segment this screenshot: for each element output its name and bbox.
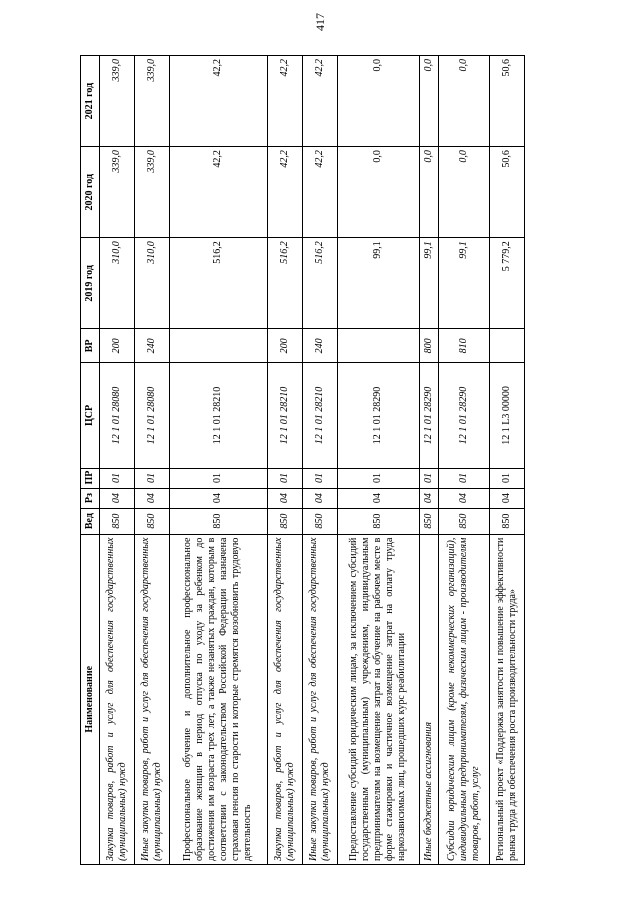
cell-2021: 339,0 [135, 56, 170, 147]
cell-rz: 04 [135, 488, 170, 508]
cell-2020: 339,0 [135, 147, 170, 238]
cell-vr: 800 [419, 329, 438, 363]
cell-ved: 850 [337, 508, 419, 534]
table-row [489, 56, 524, 865]
header-rz: Рз [81, 488, 100, 508]
cell-2020: 50,6 [489, 147, 524, 238]
cell-ved: 850 [135, 508, 170, 534]
cell-csr: 12 1 L3 00000 [489, 363, 524, 468]
cell-2019: 310,0 [135, 238, 170, 329]
header-pr: ПР [81, 468, 100, 488]
cell-2021: 42,2 [267, 56, 302, 147]
cell-rz: 04 [439, 488, 490, 508]
cell-rz: 04 [267, 488, 302, 508]
cell-ved: 850 [439, 508, 490, 534]
cell-ved: 850 [170, 508, 267, 534]
table-row [439, 56, 490, 865]
table-row [135, 56, 170, 865]
cell-csr: 12 1 01 28290 [337, 363, 419, 468]
cell-pr: 01 [337, 468, 419, 488]
header-2021: 2021 год [81, 56, 100, 147]
table-row [337, 56, 419, 865]
cell-ved: 850 [302, 508, 337, 534]
cell-pr: 01 [135, 468, 170, 488]
cell-name: Иные закупки товаров, работ и услуг для обеспечения государственных (муниципальных) нужд [302, 534, 337, 864]
cell-2020: 42,2 [170, 147, 267, 238]
cell-name: Закупка товаров, работ и услуг для обеспечения государственных (муниципальных) нужд [267, 534, 302, 864]
cell-ved: 850 [419, 508, 438, 534]
cell-csr: 12 1 01 28080 [100, 363, 135, 468]
cell-pr: 01 [489, 468, 524, 488]
cell-2021: 0,0 [337, 56, 419, 147]
cell-2020: 42,2 [302, 147, 337, 238]
cell-vr [170, 329, 267, 363]
cell-csr: 12 1 01 28290 [439, 363, 490, 468]
cell-pr: 01 [100, 468, 135, 488]
cell-rz: 04 [419, 488, 438, 508]
cell-pr: 01 [267, 468, 302, 488]
cell-vr: 240 [135, 329, 170, 363]
cell-2021: 339,0 [100, 56, 135, 147]
cell-ved: 850 [267, 508, 302, 534]
cell-2021: 0,0 [419, 56, 438, 147]
cell-vr [337, 329, 419, 363]
cell-2021: 0,0 [439, 56, 490, 147]
table-row [419, 56, 438, 865]
cell-2019: 5 779,2 [489, 238, 524, 329]
header-name: Наименование [81, 534, 100, 864]
header-ved: Вед [81, 508, 100, 534]
cell-2019: 99,1 [419, 238, 438, 329]
cell-ved: 850 [100, 508, 135, 534]
cell-rz: 04 [302, 488, 337, 508]
cell-ved: 850 [489, 508, 524, 534]
cell-name: Иные бюджетные ассигнования [419, 534, 438, 864]
cell-csr: 12 1 01 28210 [302, 363, 337, 468]
cell-csr: 12 1 01 28210 [170, 363, 267, 468]
cell-2021: 50,6 [489, 56, 524, 147]
cell-2019: 516,2 [267, 238, 302, 329]
cell-csr: 12 1 01 28290 [419, 363, 438, 468]
cell-name: Профессиональное обучение и дополнительное профессиональное образование женщин в период отпуска по уходу за ребенком до достижения им возраста трех лет, а также незанятых граждан, которым в соответствии с законодательством Российской Федерации назначена страховая пенсия по старости и которые стремятся возобновить трудовую деятельность [170, 534, 267, 864]
cell-rz: 04 [170, 488, 267, 508]
cell-vr: 240 [302, 329, 337, 363]
cell-vr: 810 [439, 329, 490, 363]
cell-name: Предоставление субсидий юридическим лицам, за исключением субсидий государственным (муниципальным) учреждениям, индивидуальным предпринимателям на возмещение затрат на обучение на рабочем месте в форме стажировки и частичное возмещение затрат на оплату труда наркозависимых лиц, прошедших курс реабилитации [337, 534, 419, 864]
table-header-row [81, 56, 100, 865]
cell-vr [489, 329, 524, 363]
rotated-page-area [80, 55, 525, 865]
header-csr: ЦСР [81, 363, 100, 468]
table-row [267, 56, 302, 865]
header-2020: 2020 год [81, 147, 100, 238]
budget-table [80, 55, 525, 865]
cell-2019: 99,1 [337, 238, 419, 329]
cell-csr: 12 1 01 28080 [135, 363, 170, 468]
header-vr: ВР [81, 329, 100, 363]
cell-2021: 42,2 [302, 56, 337, 147]
cell-pr: 01 [302, 468, 337, 488]
cell-name: Субсидии юридическим лицам (кроме некоммерческих организаций), индивидуальным предпринимателям, физическим лицам - производителям товаров, работ, услуг [439, 534, 490, 864]
cell-rz: 04 [337, 488, 419, 508]
cell-2020: 0,0 [439, 147, 490, 238]
cell-pr: 01 [419, 468, 438, 488]
budget-sheet [80, 55, 525, 865]
cell-2020: 0,0 [419, 147, 438, 238]
cell-rz: 04 [100, 488, 135, 508]
cell-name: Иные закупки товаров, работ и услуг для обеспечения государственных (муниципальных) нужд [135, 534, 170, 864]
header-2019: 2019 год [81, 238, 100, 329]
cell-vr: 200 [100, 329, 135, 363]
cell-2021: 42,2 [170, 56, 267, 147]
cell-pr: 01 [439, 468, 490, 488]
cell-csr: 12 1 01 28210 [267, 363, 302, 468]
table-row [100, 56, 135, 865]
cell-2019: 310,0 [100, 238, 135, 329]
cell-name: Региональный проект «Поддержка занятости и повышение эффективности рынка труда для обеспечения роста производительности труда» [489, 534, 524, 864]
table-row [302, 56, 337, 865]
cell-2020: 0,0 [337, 147, 419, 238]
cell-2019: 516,2 [170, 238, 267, 329]
cell-pr: 01 [170, 468, 267, 488]
cell-2019: 99,1 [439, 238, 490, 329]
cell-vr: 200 [267, 329, 302, 363]
cell-rz: 04 [489, 488, 524, 508]
cell-name: Закупка товаров, работ и услуг для обеспечения государственных (муниципальных) нужд [100, 534, 135, 864]
cell-2020: 42,2 [267, 147, 302, 238]
table-row [170, 56, 267, 865]
cell-2019: 516,2 [302, 238, 337, 329]
cell-2020: 339,0 [100, 147, 135, 238]
page-number: 417 [313, 13, 327, 31]
